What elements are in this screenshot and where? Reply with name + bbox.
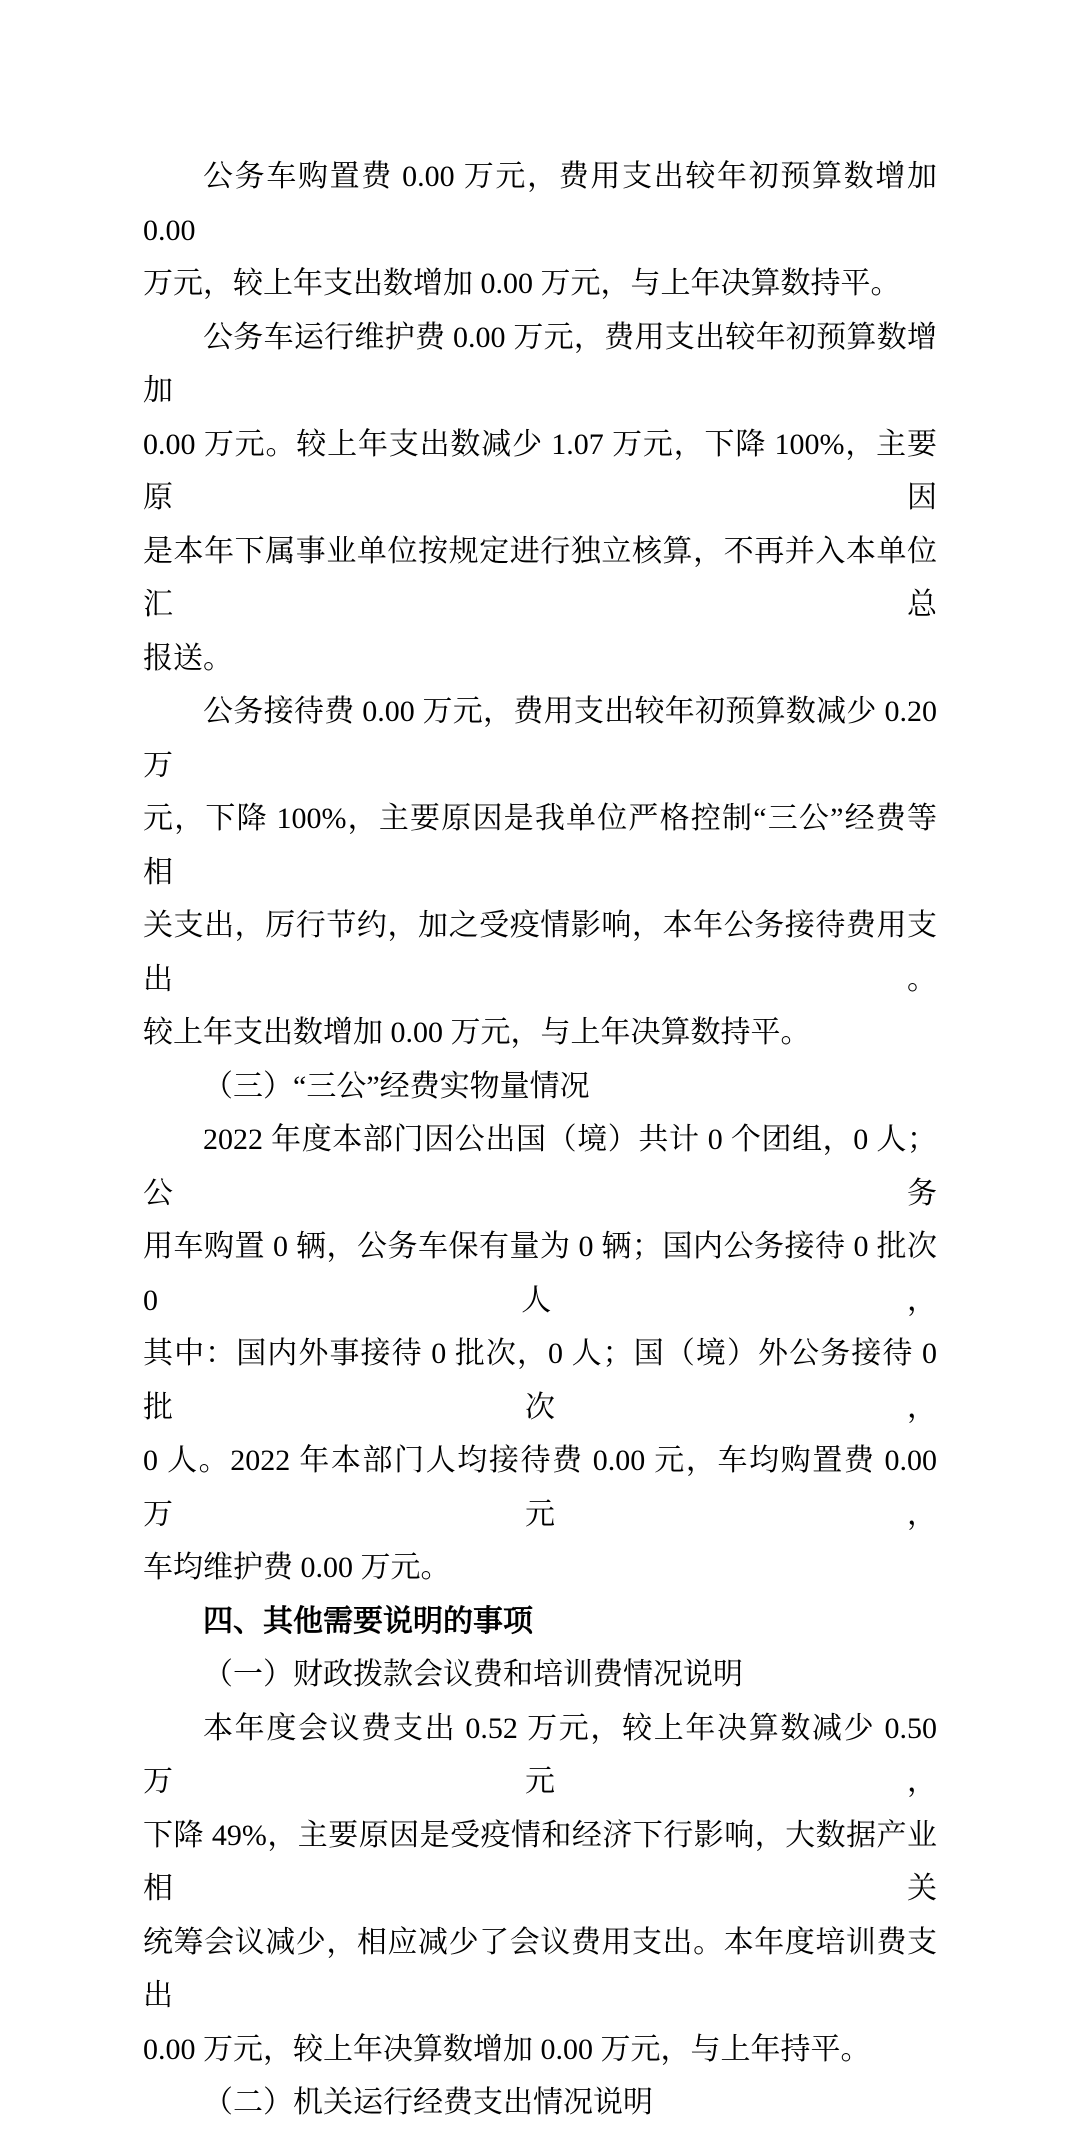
text-line: 0.00 万元。较上年支出数减少 1.07 万元，下降 100%，主要原因	[143, 427, 937, 514]
text-line: 关支出，厉行节约，加之受疫情影响，本年公务接待费用支出。	[143, 909, 937, 996]
text-line: 公务接待费 0.00 万元，费用支出较年初预算数减少 0.20 万	[143, 695, 945, 782]
text-line: 0.00 万元，较上年决算数增加 0.00 万元，与上年持平。	[143, 2032, 871, 2066]
text-line: 统筹会议减少，相应减少了会议费用支出。本年度培训费支出	[143, 1925, 937, 2012]
text-line: 报送。	[143, 641, 233, 675]
text-line: 车均维护费 0.00 万元。	[143, 1551, 451, 1584]
text-line: 下降 49%，主要原因是受疫情和经济下行影响，大数据产业相关	[143, 1818, 937, 1905]
text-line: 其中：国内外事接待 0 批次，0 人；国（境）外公务接待 0 批次，	[143, 1337, 945, 1424]
text-line: 用车购置 0 辆，公务车保有量为 0 辆；国内公务接待 0 批次 0 人，	[143, 1230, 945, 1317]
text-line: 较上年支出数增加 0.00 万元，与上年决算数持平。	[143, 1016, 811, 1049]
section-heading: 四、其他需要说明的事项	[203, 1604, 533, 1638]
text-line: 2022 年度本部门因公出国（境）共计 0 个团组，0 人；公务	[143, 1123, 937, 1210]
subsection-heading: （三）“三公”经费实物量情况	[203, 1069, 590, 1103]
text-line: 元，下降 100%，主要原因是我单位严格控制“三公”经费等相	[143, 802, 937, 889]
text-line: 万元，较上年支出数增加 0.00 万元，与上年决算数持平。	[143, 267, 901, 300]
text-line: 公务车运行维护费 0.00 万元，费用支出较年初预算数增加	[143, 320, 937, 407]
text-line: 是本年下属事业单位按规定进行独立核算，不再并入本单位汇总	[143, 534, 937, 621]
text-line: 0 人。2022 年本部门人均接待费 0.00 元，车均购置费 0.00 万元，	[143, 1444, 945, 1531]
subsection-heading: （二）机关运行经费支出情况说明	[203, 2086, 653, 2119]
text-line: 本年度会议费支出 0.52 万元，较上年决算数减少 0.50 万元，	[143, 1711, 945, 1798]
document-body	[143, 150, 945, 2130]
subsection-heading: （一）财政拨款会议费和培训费情况说明	[203, 1658, 743, 1691]
text-line: 公务车购置费 0.00 万元，费用支出较年初预算数增加 0.00	[143, 160, 945, 247]
